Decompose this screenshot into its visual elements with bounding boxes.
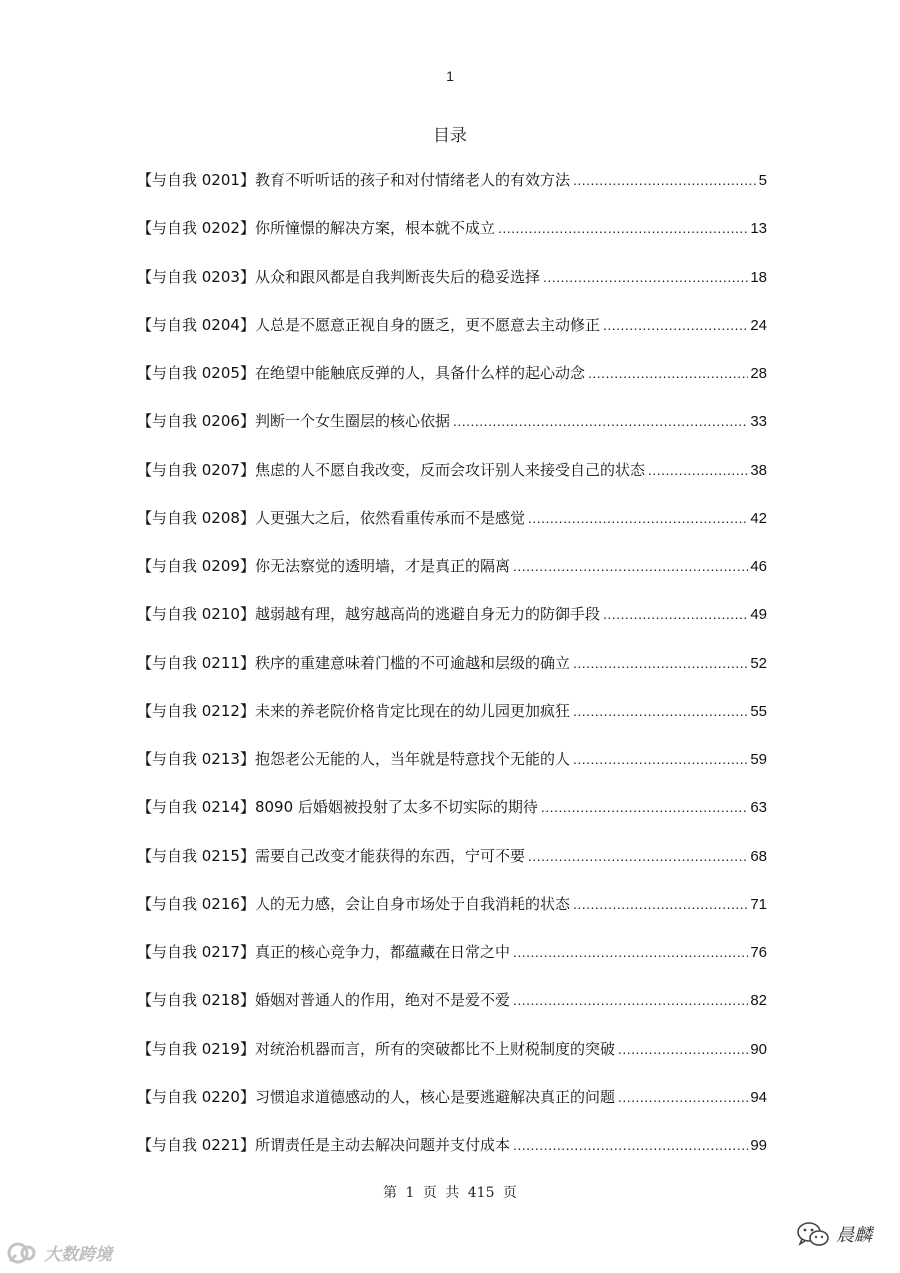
toc-entry-page: 99: [750, 1137, 767, 1154]
footer-page-info: 第 1 页 共 415 页: [383, 1185, 517, 1201]
toc-entry-page: 49: [750, 606, 767, 624]
toc-entry-label: 【与自我 0213】抱怨老公无能的人，当年就是特意找个无能的人: [137, 750, 570, 768]
toc-entry-label: 【与自我 0207】焦虑的人不愿自我改变，反而会攻讦别人来接受自己的状态: [137, 460, 645, 479]
toc-entry-0220[interactable]: [137, 1083, 767, 1131]
toc-entry-label: 【与自我 0206】判断一个女生圈层的核心依据: [137, 412, 450, 431]
toc-entry-label: 【与自我 0208】人更强大之后，依然看重传承而不是感觉: [137, 508, 525, 527]
toc-entry-0207[interactable]: [137, 456, 767, 504]
toc-leader-dots: [573, 166, 757, 194]
toc-entry-page: 68: [750, 847, 767, 865]
toc-entry-label: 【与自我 0201】教育不听听话的孩子和对付情绪老人的有效方法: [137, 171, 570, 189]
toc-leader-dots: [618, 1035, 748, 1063]
toc-leader-dots: [513, 938, 748, 966]
toc-leader-dots: [573, 649, 748, 677]
toc-entry-label: 【与自我 0210】越弱越有理，越穷越高尚的逃避自身无力的防御手段: [137, 605, 600, 624]
toc-entry-page: 52: [750, 654, 767, 672]
toc-entry-0213[interactable]: [137, 745, 767, 793]
toc-list: [137, 166, 767, 1179]
toc-entry-label: 【与自我 0203】从众和跟风都是自我判断丧失后的稳妥选择: [137, 267, 540, 286]
toc-entry-0212[interactable]: [137, 697, 767, 745]
toc-leader-dots: [573, 745, 748, 773]
toc-entry-label: 【与自我 0219】对统治机器而言，所有的突破都比不上财税制度的突破: [137, 1039, 615, 1058]
toc-leader-dots: [528, 504, 748, 532]
toc-entry-page: 63: [750, 799, 767, 817]
toc-entry-0211[interactable]: [137, 649, 767, 697]
toc-entry-page: 33: [750, 413, 767, 431]
toc-entry-label: 【与自我 0211】秩序的重建意味着门槛的不可逾越和层级的确立: [137, 653, 570, 672]
toc-entry-0204[interactable]: [137, 311, 767, 359]
toc-entry-page: 46: [750, 558, 767, 575]
toc-entry-0219[interactable]: [137, 1035, 767, 1083]
toc-leader-dots: [498, 214, 748, 242]
toc-entry-page: 5: [758, 172, 767, 189]
wechat-icon: [796, 1220, 830, 1248]
toc-leader-dots: [573, 697, 748, 725]
toc-entry-0215[interactable]: [137, 842, 767, 890]
toc-entry-page: 55: [750, 702, 767, 720]
page-number-top: 1: [446, 68, 454, 84]
toc-leader-dots: [603, 600, 748, 628]
toc-entry-page: 13: [750, 220, 767, 238]
toc-entry-0205[interactable]: [137, 359, 767, 407]
toc-entry-page: 76: [750, 944, 767, 961]
watermark-left-text: 大数跨境: [44, 1245, 112, 1265]
toc-leader-dots: [573, 890, 748, 918]
toc-entry-0201[interactable]: [137, 166, 767, 214]
toc-entry-page: 18: [750, 268, 767, 286]
toc-entry-page: 59: [750, 751, 767, 768]
toc-entry-0210[interactable]: [137, 600, 767, 648]
toc-entry-label: 【与自我 0215】需要自己改变才能获得的东西，宁可不要: [137, 846, 525, 865]
toc-entry-page: 90: [750, 1040, 767, 1058]
brand-logo-icon: [6, 1241, 40, 1265]
toc-entry-page: 82: [750, 992, 767, 1010]
toc-entry-0216[interactable]: [137, 890, 767, 938]
toc-leader-dots: [618, 1083, 748, 1111]
watermark-left: [6, 1240, 112, 1265]
toc-entry-0202[interactable]: [137, 214, 767, 262]
toc-entry-0209[interactable]: [137, 552, 767, 600]
watermark-right-text: 晨麟: [836, 1225, 872, 1246]
toc-leader-dots: [541, 793, 748, 821]
toc-entry-label: 【与自我 0218】婚姻对普通人的作用，绝对不是爱不爱: [137, 991, 510, 1010]
toc-entry-page: 28: [750, 365, 767, 382]
toc-leader-dots: [528, 842, 748, 870]
toc-entry-label: 【与自我 0212】未来的养老院价格肯定比现在的幼儿园更加疯狂: [137, 701, 570, 720]
toc-entry-0206[interactable]: [137, 407, 767, 455]
toc-entry-0221[interactable]: [137, 1131, 767, 1179]
toc-entry-label: 【与自我 0209】你无法察觉的透明墙，才是真正的隔离: [137, 557, 510, 575]
toc-entry-0214[interactable]: [137, 793, 767, 841]
toc-leader-dots: [453, 407, 748, 435]
toc-entry-0203[interactable]: [137, 263, 767, 311]
watermark-right: [796, 1220, 872, 1248]
toc-entry-0208[interactable]: [137, 504, 767, 552]
toc-entry-page: 94: [750, 1088, 767, 1106]
toc-entry-label: 【与自我 0214】8090 后婚姻被投射了太多不切实际的期待: [137, 798, 538, 817]
toc-entry-0218[interactable]: [137, 986, 767, 1034]
toc-entry-label: 【与自我 0217】真正的核心竞争力，都蕴藏在日常之中: [137, 943, 510, 961]
toc-entry-page: 71: [750, 895, 767, 913]
toc-entry-label: 【与自我 0204】人总是不愿意正视自身的匮乏，更不愿意去主动修正: [137, 315, 600, 334]
toc-leader-dots: [648, 456, 748, 484]
toc-entry-page: 24: [750, 316, 767, 334]
toc-entry-label: 【与自我 0221】所谓责任是主动去解决问题并支付成本: [137, 1136, 510, 1154]
toc-leader-dots: [543, 263, 748, 291]
toc-entry-label: 【与自我 0205】在绝望中能触底反弹的人，具备什么样的起心动念: [137, 364, 585, 382]
toc-entry-label: 【与自我 0216】人的无力感，会让自身市场处于自我消耗的状态: [137, 894, 570, 913]
toc-entry-label: 【与自我 0202】你所憧憬的解决方案，根本就不成立: [137, 219, 495, 238]
toc-leader-dots: [603, 311, 748, 339]
toc-leader-dots: [588, 359, 748, 387]
toc-entry-0217[interactable]: [137, 938, 767, 986]
toc-leader-dots: [513, 1131, 748, 1159]
toc-entry-page: 38: [750, 461, 767, 479]
toc-entry-page: 42: [750, 509, 767, 527]
toc-leader-dots: [513, 552, 748, 580]
toc-title: 目录: [433, 126, 467, 146]
toc-leader-dots: [513, 986, 748, 1014]
toc-entry-label: 【与自我 0220】习惯追求道德感动的人，核心是要逃避解决真正的问题: [137, 1087, 615, 1106]
